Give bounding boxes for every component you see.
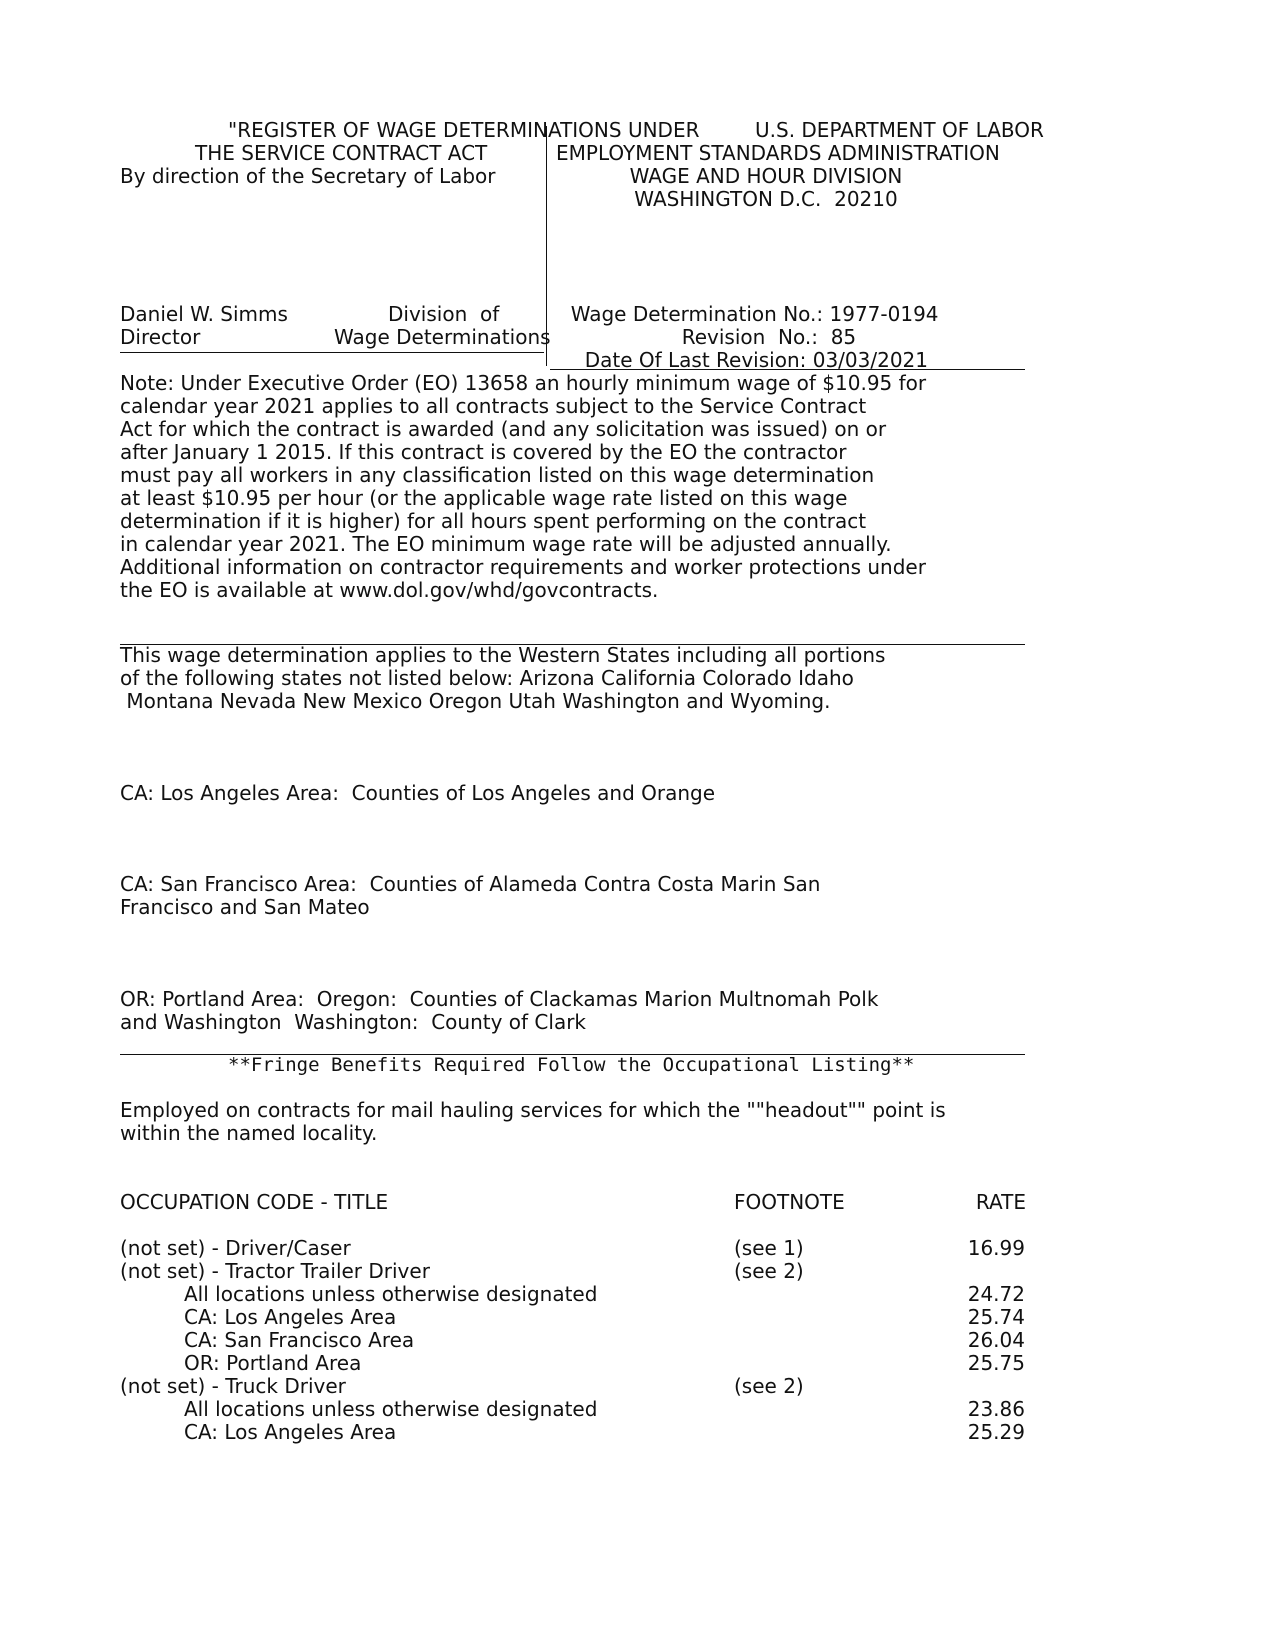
register-title: "REGISTER OF WAGE DETERMINATIONS UNDER bbox=[228, 118, 700, 142]
wd-number: 1977-0194 bbox=[829, 302, 939, 326]
col-header-rate: RATE bbox=[975, 1190, 1026, 1214]
last-revision-label: Date Of Last Revision: bbox=[584, 348, 807, 372]
header-rule-right bbox=[550, 369, 1025, 370]
applies-line: This wage determination applies to the Western States including all portions bbox=[120, 643, 886, 667]
row-title: All locations unless otherwise designated bbox=[184, 1282, 598, 1306]
row-footnote: (see 2) bbox=[734, 1259, 804, 1283]
header-rule-left bbox=[120, 352, 544, 353]
area-san-francisco-2: Francisco and San Mateo bbox=[120, 895, 370, 919]
employed-line: within the named locality. bbox=[120, 1121, 378, 1145]
row-footnote: (see 1) bbox=[734, 1236, 804, 1260]
area-san-francisco-1: CA: San Francisco Area: Counties of Alameda Contra Costa Marin San bbox=[120, 872, 821, 896]
row-rate: 16.99 bbox=[967, 1236, 1025, 1260]
fringe-notice: **Fringe Benefits Required Follow the Occupational Listing** bbox=[228, 1054, 915, 1076]
row-title: (not set) - Tractor Trailer Driver bbox=[120, 1259, 430, 1283]
col-header-title: OCCUPATION CODE - TITLE bbox=[120, 1190, 389, 1214]
note-line: in calendar year 2021. The EO minimum wage rate will be adjusted annually. bbox=[120, 532, 892, 556]
note-line: determination if it is higher) for all hours spent performing on the contract bbox=[120, 509, 867, 533]
row-title: OR: Portland Area bbox=[184, 1351, 362, 1375]
row-title: (not set) - Driver/Caser bbox=[120, 1236, 351, 1260]
row-title: CA: Los Angeles Area bbox=[184, 1305, 397, 1329]
col-header-footnote: FOOTNOTE bbox=[734, 1190, 845, 1214]
administration-name: EMPLOYMENT STANDARDS ADMINISTRATION bbox=[556, 141, 1000, 165]
row-title: All locations unless otherwise designated bbox=[184, 1397, 598, 1421]
division-name: WAGE AND HOUR DIVISION bbox=[629, 164, 903, 188]
note-line: after January 1 2015. If this contract is covered by the EO the contractor bbox=[120, 440, 847, 464]
area-portland-1: OR: Portland Area: Oregon: Counties of Clackamas Marion Multnomah Polk bbox=[120, 987, 879, 1011]
revision-number: 85 bbox=[830, 325, 857, 349]
row-title: CA: San Francisco Area bbox=[184, 1328, 415, 1352]
last-revision-row bbox=[572, 326, 928, 372]
row-rate: 25.29 bbox=[967, 1420, 1025, 1444]
area-portland-2: and Washington Washington: County of Clark bbox=[120, 1010, 587, 1034]
row-rate: 23.86 bbox=[967, 1397, 1025, 1421]
act-title: THE SERVICE CONTRACT ACT bbox=[195, 141, 488, 165]
note-line: calendar year 2021 applies to all contracts subject to the Service Contract bbox=[120, 394, 867, 418]
row-rate: 25.75 bbox=[967, 1351, 1025, 1375]
row-title: CA: Los Angeles Area bbox=[184, 1420, 397, 1444]
note-line: Note: Under Executive Order (EO) 13658 an hourly minimum wage of $10.95 for bbox=[120, 371, 927, 395]
employed-line: Employed on contracts for mail hauling services for which the ""headout"" point is bbox=[120, 1098, 946, 1122]
row-rate: 24.72 bbox=[967, 1282, 1025, 1306]
area-los-angeles: CA: Los Angeles Area: Counties of Los Angeles and Orange bbox=[120, 781, 716, 805]
division-label-2: Wage Determinations bbox=[334, 325, 551, 349]
wd-number-label: Wage Determination No.: bbox=[570, 302, 824, 326]
revision-label: Revision No.: bbox=[681, 325, 818, 349]
row-rate: 26.04 bbox=[967, 1328, 1025, 1352]
applies-line: Montana Nevada New Mexico Oregon Utah Washington and Wyoming. bbox=[120, 689, 831, 713]
signer-title: Director bbox=[120, 325, 201, 349]
division-address: WASHINGTON D.C. 20210 bbox=[634, 187, 898, 211]
row-footnote: (see 2) bbox=[734, 1374, 804, 1398]
note-line: Additional information on contractor requirements and worker protections under bbox=[120, 555, 926, 579]
row-title: (not set) - Truck Driver bbox=[120, 1374, 346, 1398]
division-label-1: Division of bbox=[388, 302, 500, 326]
row-rate: 25.74 bbox=[967, 1305, 1025, 1329]
note-line: at least $10.95 per hour (or the applicable wage rate listed on this wage bbox=[120, 486, 848, 510]
direction-line: By direction of the Secretary of Labor bbox=[120, 164, 496, 188]
signer-name: Daniel W. Simms bbox=[120, 302, 288, 326]
note-line: the EO is available at www.dol.gov/whd/govcontracts. bbox=[120, 578, 659, 602]
applies-line: of the following states not listed below: Arizona California Colorado Idaho bbox=[120, 666, 854, 690]
note-line: Act for which the contract is awarded (and any solicitation was issued) on or bbox=[120, 417, 887, 441]
department-name: U.S. DEPARTMENT OF LABOR bbox=[755, 118, 1044, 142]
note-line: must pay all workers in any classification listed on this wage determination bbox=[120, 463, 875, 487]
last-revision-date: 03/03/2021 bbox=[812, 348, 928, 372]
